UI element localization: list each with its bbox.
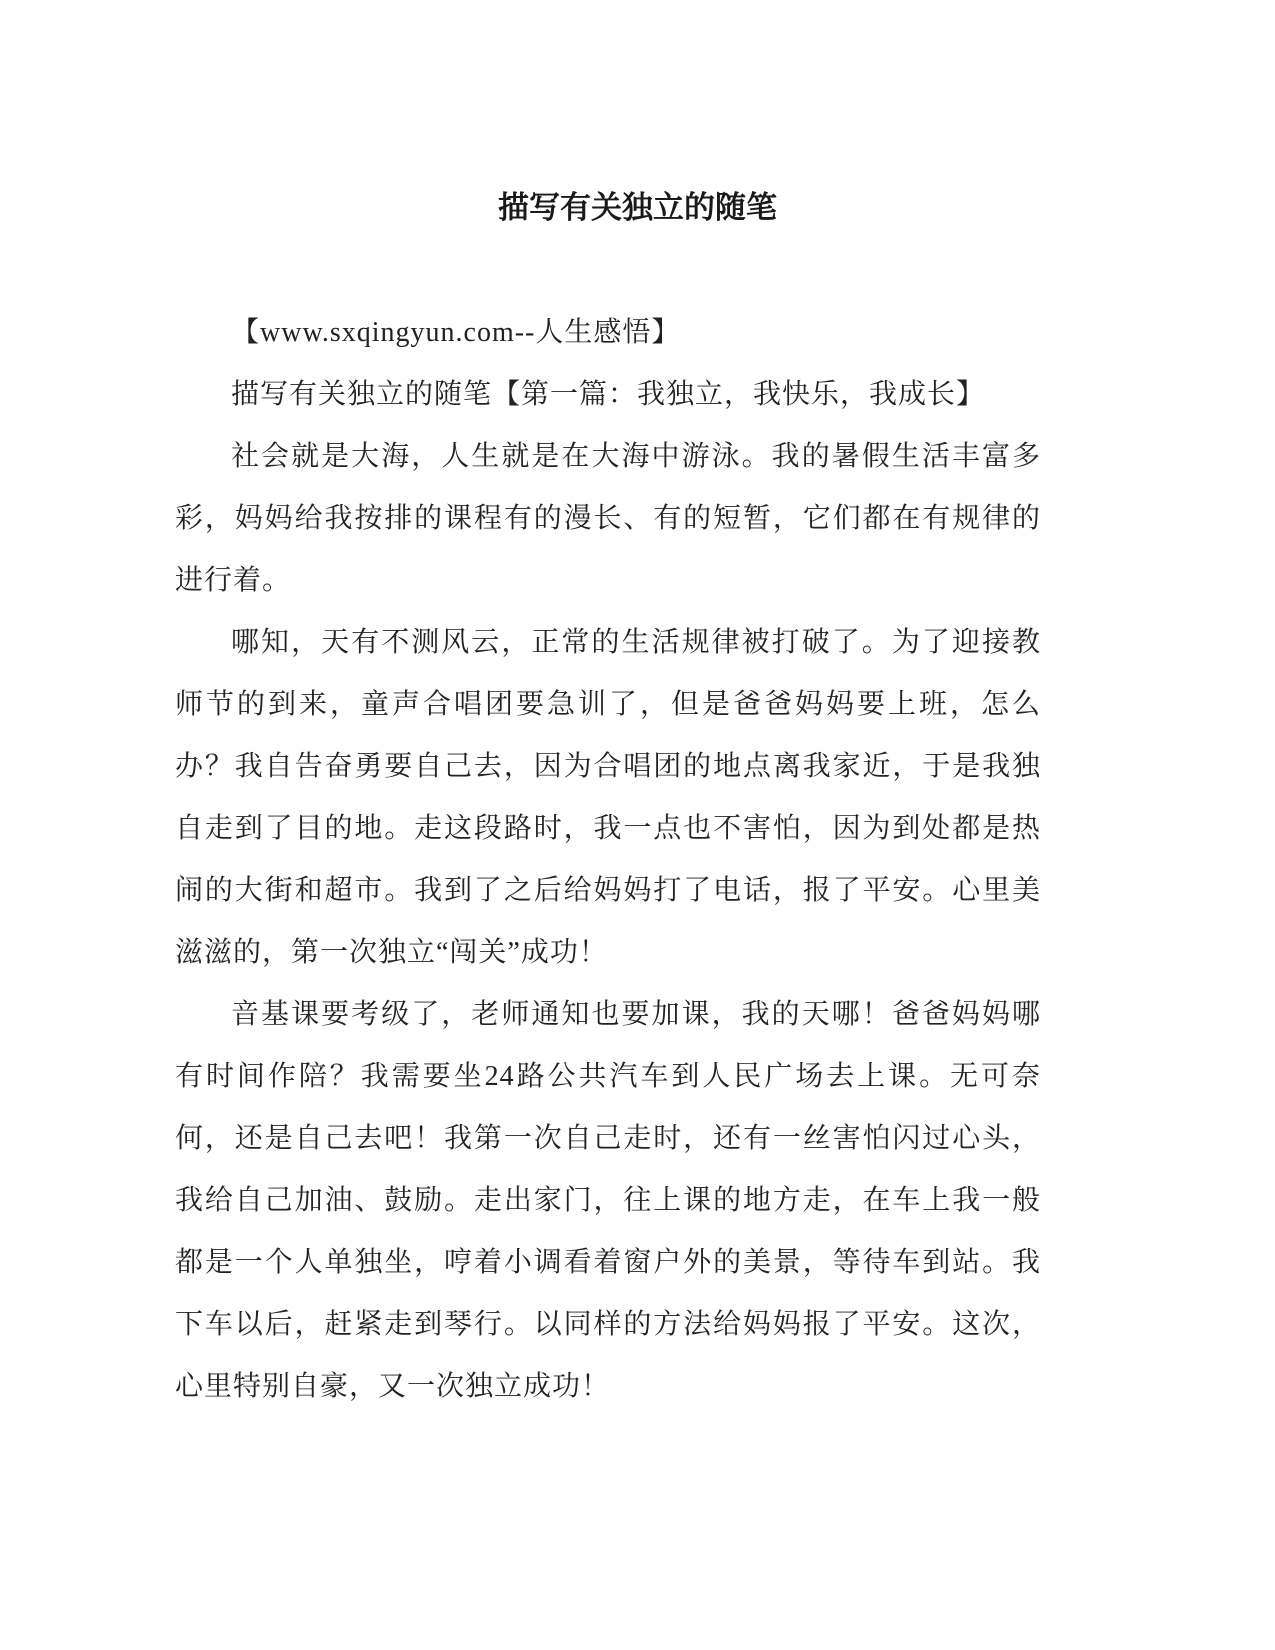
paragraph-subtitle: 描写有关独立的随笔【第一篇：我独立，我快乐，我成长】	[231, 379, 986, 410]
paragraph-body-1: 社会就是大海，人生就是在大海中游泳。我的暑假生活丰富多彩，妈妈给我按排的课程有的漫长、有的短暂，它们都在有规律的进行着。	[175, 441, 1041, 596]
paragraph-body-2: 哪知，天有不测风云，正常的生活规律被打破了。为了迎接教师节的到来，童声合唱团要急训了，但是爸爸妈妈要上班，怎么办？我自告奋勇要自己去，因为合唱团的地点离我家近，于是我独自走到了目的地。走这段路时，我一点也不害怕，因为到处都是热闹的大街和超市。我到了之后给妈妈打了电话，报了平安。心里美滋滋的，第一次独立“闯关”成功！	[175, 627, 1041, 968]
document-body	[175, 302, 1041, 1418]
paragraph-source-note: 【www.sxqingyun.com--人生感悟】	[231, 317, 681, 348]
document-title: 描写有关独立的随笔	[498, 190, 777, 225]
paragraph-body-3: 音基课要考级了，老师通知也要加课，我的天哪！爸爸妈妈哪有时间作陪？我需要坐24路公共汽车到人民广场去上课。无可奈何，还是自己去吧！我第一次自己走时，还有一丝害怕闪过心头，我给自己加油、鼓励。走出家门，往上课的地方走，在车上我一般都是一个人单独坐，哼着小调看着窗户外的美景，等待车到站。我下车以后，赶紧走到琴行。以同样的方法给妈妈报了平安。这次，心里特别自豪，又一次独立成功！	[175, 999, 1041, 1402]
